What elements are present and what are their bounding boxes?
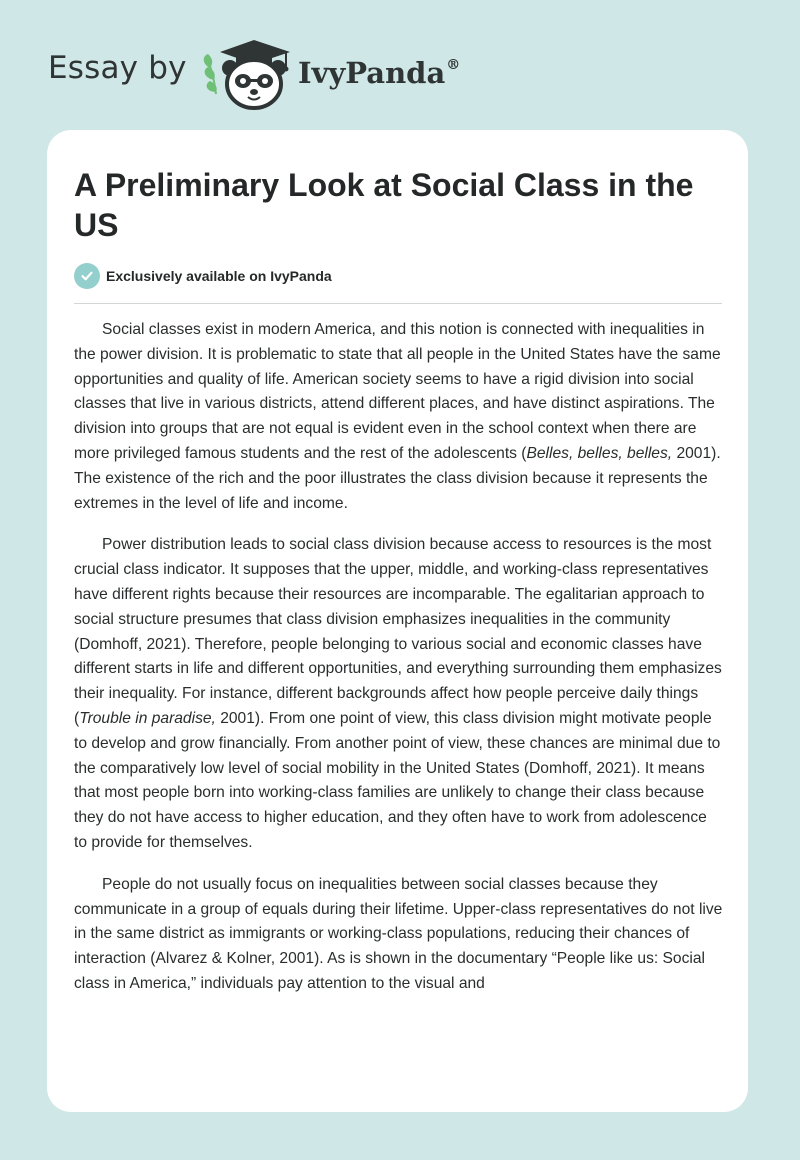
panda-graduate-icon[interactable]	[198, 34, 298, 114]
essay-by-label: Essay by	[48, 50, 187, 86]
paragraph-text: 2001). From one point of view, this class division might motivate people to develop and grow financially. From another point of view, these chances are minimal due to the comparatively low level of social mobility in the United States (Domhoff, 2021). It means that most people born into working-class families are unlikely to change their class because they do not have access to higher education, and they often have to work from adolescence to provide for themselves.	[74, 709, 721, 851]
paragraph-text: 2001). The existence of the rich and the poor illustrates the class division because it represents the extremes in the level of life and income.	[74, 444, 721, 512]
exclusive-badge	[74, 263, 332, 289]
exclusive-badge-label: Exclusively available on IvyPanda	[106, 268, 332, 284]
paragraph	[74, 873, 724, 997]
paragraph-text: Power distribution leads to social class division because access to resources is the most crucial class indicator. It supposes that the upper, middle, and working-class representatives have different rights because their resources are incomparable. The egalitarian approach to social structure presumes that class division emphasizes inequalities in the community (Domhoff, 2021). Therefore, people belonging to various social and economic classes have different starts in life and different opportunities, and everything surrounding them emphasizes their inequality. For instance, different backgrounds affect how people perceive daily things (	[74, 536, 722, 727]
brand-logo-text[interactable]	[298, 56, 460, 90]
paragraph	[74, 533, 724, 855]
registered-mark: ®	[446, 57, 461, 73]
essay-card	[47, 130, 748, 1112]
divider	[74, 303, 722, 304]
paragraph-text: People do not usually focus on inequalities between social classes because they communicate in a group of equals during their lifetime. Upper-class representatives do not live in the same district as immigrants or working-class populations, reducing their chances of interaction (Alvarez & Kolner, 2001). As is shown in the documentary “People like us: Social class in America,” individuals pay attention to the visual and	[74, 875, 723, 992]
paragraph	[74, 318, 724, 516]
check-circle-icon	[74, 263, 100, 289]
citation-title: Trouble in paradise,	[79, 709, 216, 727]
brand-name: IvyPanda	[298, 56, 446, 90]
essay-body	[74, 318, 724, 1014]
site-header	[0, 0, 800, 130]
paragraph-text: Social classes exist in modern America, and this notion is connected with inequalities in the power division. It is problematic to state that all people in the United States have the same opportunities and quality of life. American society seems to have a rigid division into social classes that live in various districts, attend different places, and have distinct aspirations. The division into groups that are not equal is evident even in the school context when there are more privileged famous students and the rest of the adolescents (	[74, 321, 721, 462]
citation-title: Belles, belles, belles,	[526, 444, 673, 462]
page-title: A Preliminary Look at Social Class in the US	[74, 167, 694, 243]
